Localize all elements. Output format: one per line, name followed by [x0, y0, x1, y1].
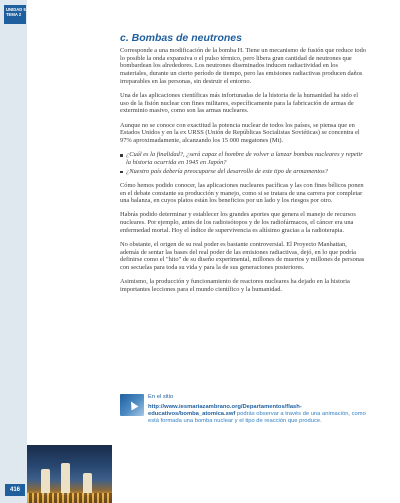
paragraph: Habrás podido determinar y establecer los grandes aportes que genera el manejo de recursos nucleares. Por ejemplo, antes de los radioisótopos y de los radiofármacos, el cáncer era una enfermedad mortal. Hoy el índice de supervivencia es altísimo gracias a la radioterapia. [120, 211, 356, 234]
unit-tab [4, 5, 26, 24]
paragraph: Cómo hemos podido conocer, las aplicaciones nucleares pacíficas y las con fines bélicos ponen en el debate constante su producción y manejo, como si se tratara de una carrera por completar una balanza, en cuyos platos están los beneficios por un lado y los riesgos por otro. [120, 181, 364, 205]
nuclear-plant-photo [27, 445, 112, 503]
cooling-tower [41, 469, 50, 495]
section-title: c. Bombas de neutrones [120, 32, 242, 44]
paragraph: Asimismo, la producción y funcionamiento de reactores nucleares ha dejado en la historia importantes lecciones para el mundo científico y la humanidad. [120, 278, 350, 294]
paragraph: Aunque no se conoce con exactitud la potencia nuclear de todos los países, se piensa que en Estados Unidos y en la ex URSS (Unión de Repúblicas Socialistas Soviéticas) se concentra el 97% aproximadamente, alcanzando los 15 000 megatones (Mt). [120, 121, 360, 145]
web-description: podrás observar a través de una animación, como está formada una bomba nuclear y el tipo de reacción que produce. [148, 411, 366, 425]
cooling-tower [83, 473, 92, 495]
web-resource-box [120, 394, 367, 441]
question-item: ¿Cuál es la finalidad?, ¿será capaz el hombre de volver a lanzar bombas nucleares y repetir la historia ocurrida en 1945 en Japón? [120, 151, 367, 166]
cursor-arrow-icon [128, 400, 139, 411]
left-margin-strip [0, 0, 27, 503]
question-item: ¿Nuestro país debería preocuparse del desarrollo de este tipo de armamentos? [120, 168, 367, 176]
question-list [120, 151, 367, 175]
cooling-tower [61, 463, 70, 495]
web-box-heading: En el sitio [148, 394, 174, 400]
paragraph: No obstante, el origen de su real poder es bastante controversial. El Proyecto Manhattan, además de sentar las bases del real poder de las emisiones radiactivas, dejó, en lo que podría definirse como el "hito" de su diseño experimental, millones de muertos y millones de personas con secuelas para toda su vida y para la de sus generaciones posteriores. [120, 241, 365, 272]
web-link[interactable]: http://www.iesmariazambrano.org/Departamentos/flash-educativos/bomba_atomica.swf [148, 404, 302, 418]
city-lights [27, 493, 112, 503]
main-content [120, 32, 367, 300]
page-number: 416 [5, 484, 25, 496]
paragraph: Corresponde a una modificación de la bomba H. Tiene un mecanismo de fusión que reduce todo lo posible la onda expansiva o el pulso térmico, pero libera gran cantidad de neutrones que bombardean los alrededores. Los neutrones diseminados inducen radiactividad en los materiales, durante un cierto período de tiempo, pero las emisiones radiactivas producen daños irreparables en las personas, sin destruir el entorno. [120, 47, 366, 85]
web-cursor-icon [120, 394, 144, 416]
web-box-text [148, 404, 367, 426]
topic-label: TEMA 2 [6, 12, 22, 17]
unit-label: UNIDAD 5 [6, 7, 26, 12]
paragraph: Una de las aplicaciones científicas más infortunadas de la historia de la humanidad ha sido el uso de la fisión nuclear con fines militares, específicamente para la fabricación de armas de exterminio masivo, como son las armas nucleares. [120, 92, 358, 115]
